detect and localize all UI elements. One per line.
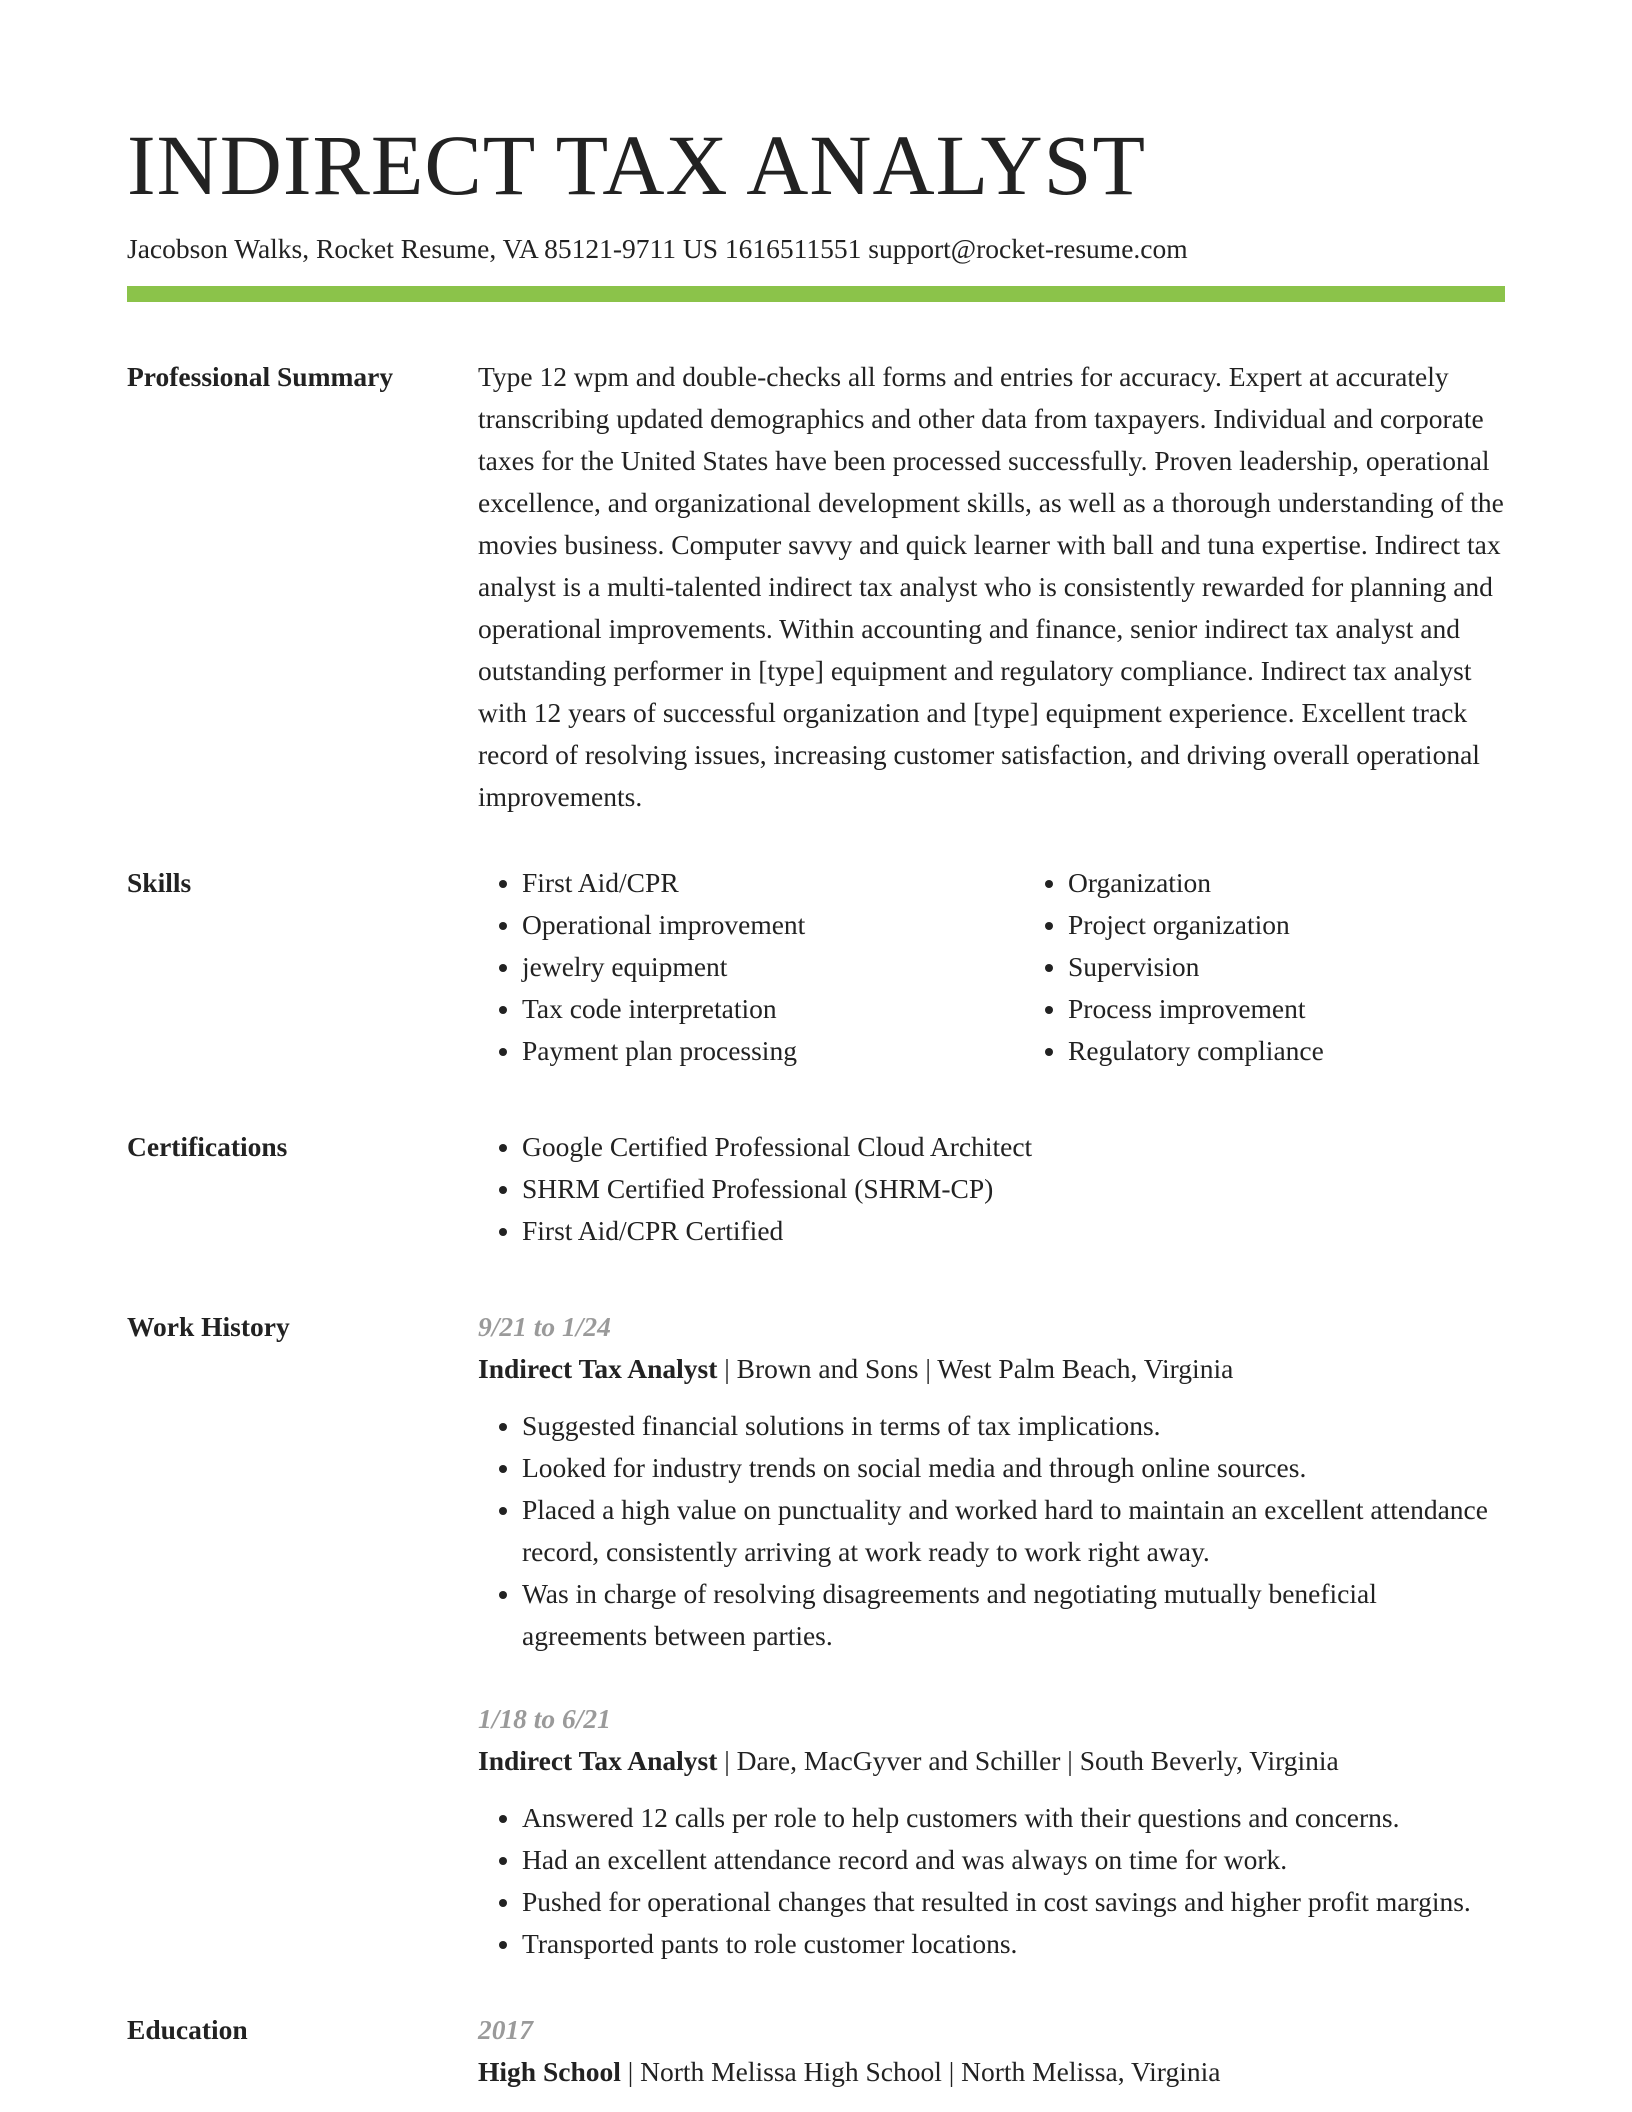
skills-list-right xyxy=(1024,862,1570,1072)
job-bullet: • Answered 12 calls per role to help customers with their questions and concerns. xyxy=(522,1797,1505,1839)
education-section xyxy=(127,2009,1505,2093)
skill-item: • Organization xyxy=(1068,862,1570,904)
certification-item: • Google Certified Professional Cloud Architect xyxy=(522,1126,1505,1168)
skill-item: • Project organization xyxy=(1068,904,1570,946)
job-bullet: • Had an excellent attendance record and was always on time for work. xyxy=(522,1839,1505,1881)
education-details: | North Melissa High School | North Melissa, Virginia xyxy=(620,2056,1221,2088)
education-degree: High School xyxy=(478,2056,621,2088)
job-details: | Dare, MacGyver and Schiller | South Beverly, Virginia xyxy=(717,1745,1339,1777)
skills-content xyxy=(478,862,1570,1072)
job-details: | Brown and Sons | West Palm Beach, Virginia xyxy=(717,1353,1234,1385)
job-title-line xyxy=(478,1740,1505,1782)
job-entry xyxy=(478,1306,1505,1657)
job-bullet-list xyxy=(478,1405,1505,1657)
accent-divider xyxy=(127,286,1505,302)
skill-item: • Operational improvement xyxy=(522,904,1024,946)
job-bullet: • Suggested financial solutions in terms of tax implications. xyxy=(522,1405,1505,1447)
job-dates: 1/18 to 6/21 xyxy=(478,1703,611,1735)
skill-item: • Payment plan processing xyxy=(522,1030,1024,1072)
skill-item: • Supervision xyxy=(1068,946,1570,988)
skill-item: • Process improvement xyxy=(1068,988,1570,1030)
skill-item: • Regulatory compliance xyxy=(1068,1030,1570,1072)
summary-label: Professional Summary xyxy=(127,361,394,393)
contact-info: Jacobson Walks, Rocket Resume, VA 85121-9711 US 1616511551 support@rocket-resume.com xyxy=(127,232,1188,264)
certifications-section xyxy=(127,1126,1505,1252)
skill-item: • First Aid/CPR xyxy=(522,862,1024,904)
certifications-content xyxy=(478,1126,1505,1252)
certification-item: • SHRM Certified Professional (SHRM-CP) xyxy=(522,1168,1505,1210)
certification-item: • First Aid/CPR Certified xyxy=(522,1210,1505,1252)
work-history-label: Work History xyxy=(127,1311,290,1343)
job-title: Indirect Tax Analyst xyxy=(478,1353,718,1385)
job-bullet: • Placed a high value on punctuality and worked hard to maintain an excellent attendance record, consistently arriving at work ready to work right away. xyxy=(522,1489,1505,1573)
job-title-line xyxy=(478,1348,1505,1390)
skills-label: Skills xyxy=(127,867,192,899)
job-bullet: • Transported pants to role customer locations. xyxy=(522,1923,1505,1965)
job-bullet-list xyxy=(478,1797,1505,1965)
job-title: Indirect Tax Analyst xyxy=(478,1745,718,1777)
skill-item: • Tax code interpretation xyxy=(522,988,1024,1030)
education-label: Education xyxy=(127,2014,248,2046)
job-dates: 9/21 to 1/24 xyxy=(478,1311,611,1343)
summary-content xyxy=(478,356,1505,818)
job-entry xyxy=(478,1698,1505,1965)
resume-title: INDIRECT TAX ANALYST xyxy=(127,117,1146,213)
summary-section xyxy=(127,356,1505,818)
skill-item: • jewelry equipment xyxy=(522,946,1024,988)
job-bullet: • Pushed for operational changes that resulted in cost savings and higher profit margins. xyxy=(522,1881,1505,1923)
summary-text: Type 12 wpm and double-checks all forms and entries for accuracy. Expert at accurately transcribing updated demographics and other data from taxpayers. Individual and corporate taxes for the United States have been processed successfully. Proven leadership, operational excellence, and organizational development skills, as well as a thorough understanding of the movies business. Computer savvy and quick learner with ball and tuna expertise. Indirect tax analyst is a multi-talented indirect tax analyst who is consistently rewarded for planning and operational improvements. Within accounting and finance, senior indirect tax analyst and outstanding performer in [type] equipment and regulatory compliance. Indirect tax analyst with 12 years of successful organization and [type] equipment experience. Excellent track record of resolving issues, increasing customer satisfaction, and driving overall operational improvements. xyxy=(478,361,1504,813)
education-year: 2017 xyxy=(478,2014,533,2046)
education-content xyxy=(478,2009,1505,2093)
certifications-label: Certifications xyxy=(127,1131,288,1163)
work-history-section xyxy=(127,1306,1505,1965)
job-bullet: • Was in charge of resolving disagreements and negotiating mutually beneficial agreements between parties. xyxy=(522,1573,1505,1657)
work-history-content xyxy=(478,1306,1505,1965)
skills-section xyxy=(127,862,1505,1072)
certifications-list xyxy=(478,1126,1505,1252)
education-title-line xyxy=(478,2051,1505,2093)
job-bullet: • Looked for industry trends on social media and through online sources. xyxy=(522,1447,1505,1489)
skills-list-left xyxy=(478,862,1024,1072)
